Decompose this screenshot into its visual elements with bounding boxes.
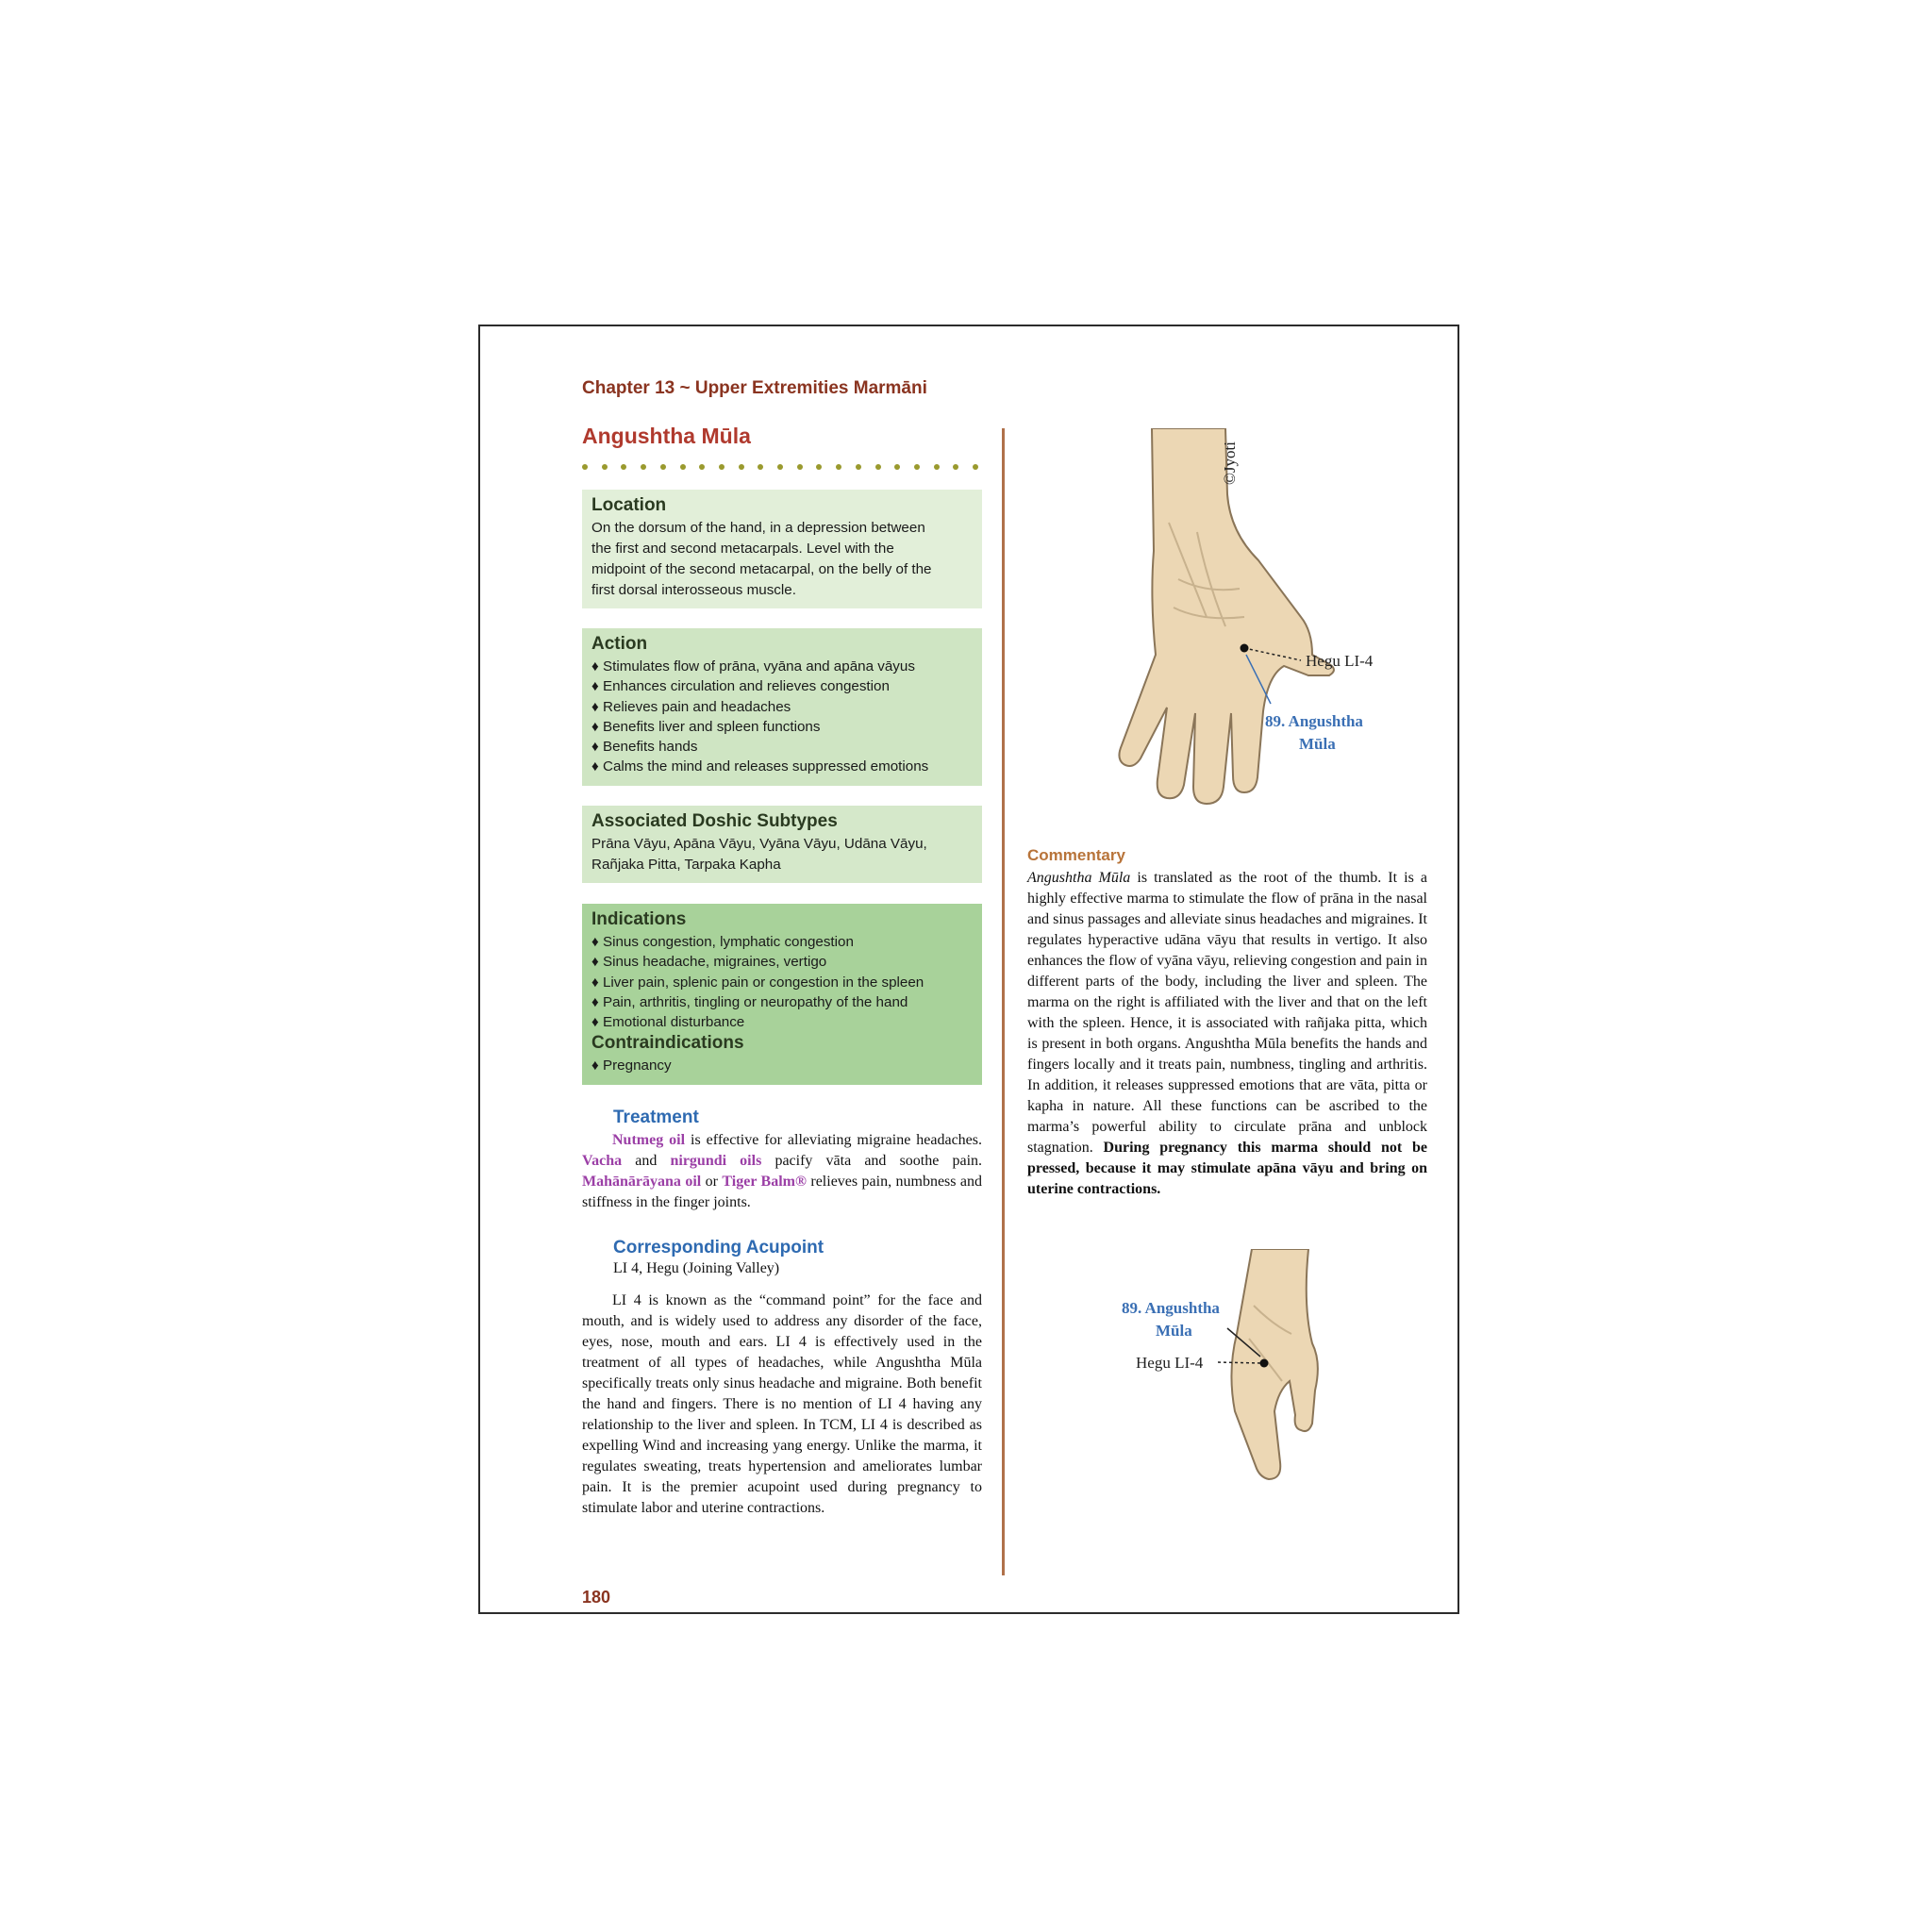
oil-name: Nutmeg oil bbox=[612, 1132, 686, 1148]
rule-dot bbox=[660, 464, 666, 470]
oil-name: Mahānārāyana oil bbox=[582, 1174, 702, 1190]
page-title: Angushtha Mūla bbox=[582, 424, 751, 448]
list-item: ♦ Sinus headache, migraines, vertigo bbox=[591, 952, 973, 972]
signature: ©Jyoti bbox=[1221, 441, 1239, 485]
commentary-text bbox=[1027, 868, 1427, 1200]
commentary-lead: Angushtha Mūla bbox=[1027, 870, 1131, 886]
list-item: ♦ Benefits liver and spleen functions bbox=[591, 717, 973, 737]
list-item: ♦ Pain, arthritis, tingling or neuropathy of the hand bbox=[591, 992, 973, 1012]
oil-name: nirgundi oils bbox=[670, 1153, 762, 1169]
hegu-label: Hegu LI-4 bbox=[1136, 1354, 1204, 1372]
contraindications-list bbox=[591, 1056, 973, 1075]
rule-dot bbox=[836, 464, 841, 470]
rule-dot bbox=[641, 464, 646, 470]
indications-list bbox=[591, 932, 973, 1032]
rule-dot bbox=[797, 464, 803, 470]
location-line: first dorsal interosseous muscle. bbox=[591, 582, 796, 598]
treatment-fragment: is effective for alleviating migraine headaches. bbox=[685, 1132, 983, 1148]
rule-dot bbox=[914, 464, 920, 470]
treatment-fragment: relieves pain, numbness and stiffness in the finger joints. bbox=[582, 1174, 983, 1210]
rule-dot bbox=[953, 464, 958, 470]
treatment-fragment: pacify vāta and soothe pain. bbox=[761, 1153, 983, 1169]
rule-dot bbox=[816, 464, 822, 470]
rule-dot bbox=[680, 464, 686, 470]
commentary-heading: Commentary bbox=[1027, 846, 1125, 864]
list-item: ♦ Emotional disturbance bbox=[591, 1012, 973, 1032]
indications-box bbox=[582, 904, 982, 1085]
indications-heading: Indications bbox=[591, 909, 687, 929]
page-number: 180 bbox=[582, 1588, 611, 1607]
marma-label-line2: Mūla bbox=[1156, 1322, 1192, 1340]
location-line: midpoint of the second metacarpal, on the belly of the bbox=[591, 561, 932, 577]
list-item: ♦ Relieves pain and headaches bbox=[591, 697, 973, 717]
location-text bbox=[591, 518, 973, 601]
action-box bbox=[582, 628, 982, 786]
rule-dot bbox=[875, 464, 881, 470]
location-box bbox=[582, 490, 982, 608]
rule-dot bbox=[719, 464, 724, 470]
rule-dot bbox=[777, 464, 783, 470]
oil-name: Vacha bbox=[582, 1153, 623, 1169]
rule-dot bbox=[894, 464, 900, 470]
doshic-text bbox=[591, 834, 973, 875]
doshic-line: Prāna Vāyu, Apāna Vāyu, Vyāna Vāyu, Udāna Vāyu, bbox=[591, 836, 927, 852]
treatment-fragment: or bbox=[701, 1174, 723, 1190]
doshic-box bbox=[582, 806, 982, 883]
acupoint-heading: Corresponding Acupoint bbox=[613, 1238, 824, 1257]
chapter-header: Chapter 13 ~ Upper Extremities Marmāni bbox=[582, 378, 927, 398]
doshic-heading: Associated Doshic Subtypes bbox=[591, 811, 838, 831]
action-heading: Action bbox=[591, 634, 648, 654]
rule-dot bbox=[582, 464, 588, 470]
commentary-body: is translated as the root of the thumb. It is a highly effective marma to stimulate the flow of prāna in the nasal and sinus passages and alleviate sinus headaches and migraines. It regulates hyperactive udāna vāyu that results in vertigo. It also enhances the flow of vyāna vāyu, relieving congestion and pain in different parts of the body, including the liver and spleen. The marma on the right is affiliated with the liver and that on the left with the spleen. Hence, it is associated with rañjaka pitta, which is present in both organs. Angushtha Mūla benefits the hands and fingers locally and it treats pain, numbness, tingling and arthritis. In addition, it releases suppressed emotions that are vāta, pitta or kapha in nature. All these functions can be ascribed to the marma’s powerful ability to circulate prāna and unblock stagnation. bbox=[1027, 870, 1428, 1156]
rule-dot bbox=[739, 464, 744, 470]
marma-label-line1: 89. Angushtha bbox=[1122, 1299, 1220, 1317]
hegu-label: Hegu LI-4 bbox=[1306, 652, 1374, 670]
oil-name: Tiger Balm® bbox=[722, 1174, 807, 1190]
hand-dorsal-illustration bbox=[1065, 428, 1424, 843]
doshic-line: Rañjaka Pitta, Tarpaka Kapha bbox=[591, 857, 781, 873]
hand-shape bbox=[1231, 1249, 1317, 1479]
rule-dot bbox=[699, 464, 705, 470]
location-line: the first and second metacarpals. Level with the bbox=[591, 541, 894, 557]
rule-dot bbox=[758, 464, 763, 470]
acupoint-subtitle: LI 4, Hegu (Joining Valley) bbox=[613, 1260, 780, 1276]
treatment-text bbox=[582, 1130, 982, 1213]
list-item: ♦ Pregnancy bbox=[591, 1056, 973, 1075]
rule-dot bbox=[621, 464, 626, 470]
list-item: ♦ Benefits hands bbox=[591, 737, 973, 757]
column-divider bbox=[1002, 428, 1005, 1575]
acupoint-text: LI 4 is known as the “command point” for the face and mouth, and is widely used to address any disorder of the face, eyes, nose, mouth and ears. LI 4 is effectively used in the treatment of all types of headaches, while Angushtha Mūla specifically treats only sinus headache and migraine. Both benefit the hand and fingers. There is no mention of LI 4 having any relationship to the liver and spleen. In TCM, LI 4 is described as expelling Wind and increasing yang energy. Unlike the marma, it regulates sweating, treats hypertension and ameliorates lumbar pain. It is the premier acupoint used during pregnancy to stimulate labor and uterine contractions. bbox=[582, 1292, 982, 1516]
hegu-point bbox=[1260, 1359, 1269, 1368]
list-item: ♦ Liver pain, splenic pain or congestion in the spleen bbox=[591, 973, 973, 992]
treatment-heading: Treatment bbox=[613, 1108, 699, 1127]
list-item: ♦ Stimulates flow of prāna, vyāna and apāna vāyus bbox=[591, 657, 973, 676]
commentary-warning: During pregnancy this marma should not be pressed, because it may stimulate apāna vāyu and bring on uterine contractions. bbox=[1027, 1140, 1428, 1197]
rule-dot bbox=[973, 464, 978, 470]
rule-dot bbox=[856, 464, 861, 470]
location-heading: Location bbox=[591, 495, 667, 515]
book-page bbox=[478, 325, 1459, 1614]
list-item: ♦ Calms the mind and releases suppressed emotions bbox=[591, 757, 973, 776]
list-item: ♦ Enhances circulation and relieves congestion bbox=[591, 676, 973, 696]
location-line: On the dorsum of the hand, in a depression between bbox=[591, 520, 925, 536]
marma-label-line2: Mūla bbox=[1299, 735, 1336, 753]
treatment-fragment: and bbox=[622, 1153, 671, 1169]
hegu-point bbox=[1241, 644, 1249, 653]
marma-label-line1: 89. Angushtha bbox=[1265, 712, 1363, 730]
rule-dot bbox=[934, 464, 940, 470]
contraindications-heading: Contraindications bbox=[591, 1033, 744, 1054]
list-item: ♦ Sinus congestion, lymphatic congestion bbox=[591, 932, 973, 952]
rule-dot bbox=[602, 464, 608, 470]
action-list bbox=[591, 657, 973, 777]
dotted-rule bbox=[582, 464, 988, 472]
hand-side-illustration bbox=[1065, 1249, 1424, 1504]
